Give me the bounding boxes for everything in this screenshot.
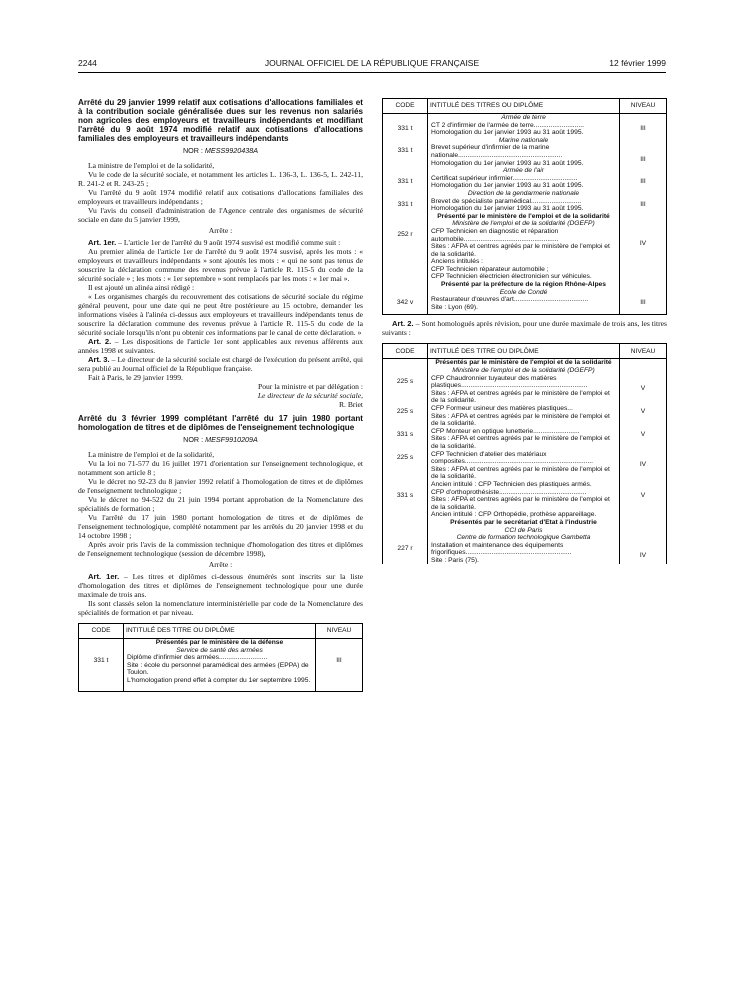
table-row: Restaurateur d'œuvres d'art........................................ Site : Lyon (69). — [428, 296, 620, 315]
code-cell: 331 t — [79, 654, 124, 692]
code-cell: 331 t — [383, 144, 428, 167]
subsection-heading: Ministère de l'emploi et de la solidarité (DGEFP) — [428, 220, 620, 228]
subsection-heading: CCI de Paris — [428, 527, 620, 535]
level-cell: III — [620, 122, 667, 137]
level-cell: III — [316, 654, 363, 692]
level-cell: IV — [620, 228, 667, 281]
table-row: Certificat supérieur infirmier................................... Homologation du 1er janvier 1993 au 31 août 1995. — [428, 175, 620, 190]
section-heading: Présentés par le ministère de l'emploi et de la solidarité — [428, 359, 620, 367]
subsection-heading: Armée de terre — [428, 114, 620, 122]
level-cell: III — [620, 144, 667, 167]
decree2-nor: NOR : MESF9910209A — [183, 435, 258, 444]
decree1-art1: Art. 1er. – L'article 1er de l'arrêté du 9 août 1974 susvisé est modifié comme suit : — [88, 238, 341, 247]
table-row: Brevet supérieur d'infirmier de la marine nationale........................................................ Homologation du 1er janvier 1993 au 31 août 1995. — [428, 144, 620, 167]
col-header-level: NIVEAU — [620, 344, 667, 359]
section-heading: Présentés par le ministère de la défense — [124, 639, 316, 647]
table-row: Brevet de spécialiste paramédical........................... Homologation du 1er janvier 1993 au 31 août 1995. — [428, 198, 620, 213]
code-cell: 225 s — [383, 451, 428, 489]
decree2-arrete: Arrête : — [208, 560, 233, 569]
decree2-p2: Vu la loi no 71-577 du 16 juillet 1971 d'orientation sur l'enseignement technologique, et notamment son article 8 ; — [78, 459, 363, 477]
journal-title: JOURNAL OFFICIEL DE LA RÉPUBLIQUE FRANÇAISE — [264, 58, 480, 68]
homologation-table-revision — [382, 343, 667, 564]
decree1-art1-p4: « Les organismes chargés du recouvrement des cotisations de sécurité sociale du régime général peuvent, pour une date qui ne peut être postérieure au 15 octobre, demander les informations visées à l'alinéa ci-dessus aux employeurs et travailleurs indépendants tenus de souscrire la déclaration commune des revenus prévue à l'article R. 115-5 du code de la sécurité sociale lorsqu'ils n'ont pu obtenir ces informations par le canal de cette déclaration. » — [78, 292, 363, 337]
level-cell: V — [620, 375, 667, 405]
level-cell: IV — [620, 542, 667, 565]
decree1-art1-p2: Au premier alinéa de l'article 1er de l'arrêté du 9 août 1974 susvisé, après les mots : « employeurs et travailleurs indépendants » sont ajoutés les mots : « qui ne sont pas tenus de souscrire la déclaration commune des revenus prévue à l'article R. 115-5 du code de la sécurité sociale » ; les mots : « 1er septembre » sont remplacés par les mots : « 1er mai ». — [78, 247, 363, 283]
code-cell: 225 s — [383, 375, 428, 405]
decree2-art1: Art. 1er. – Les titres et diplômes ci-dessous énumérés sont inscrits sur la liste d'homologation des titres et diplômes de l'enseignement technologique pour une durée maximale de trois ans. — [78, 572, 363, 599]
code-cell: 331 s — [383, 489, 428, 519]
col-header-title: INTITULÉ DES TITRE OU DIPLÔME — [428, 344, 620, 359]
code-cell: 331 s — [383, 428, 428, 451]
code-cell: 331 t — [383, 122, 428, 137]
subsection-heading: Service de santé des armées — [124, 647, 316, 655]
subsection-heading: Centre de formation technologique Gambetta — [428, 534, 620, 542]
decree2-title: Arrêté du 3 février 1999 complétant l'arrêté du 17 juin 1980 portant homologation de titres et de diplômes de l'enseignement technologique — [78, 414, 363, 432]
decree1-fait: Fait à Paris, le 29 janvier 1999. — [88, 373, 183, 382]
code-cell: 225 s — [383, 405, 428, 428]
homologation-table-defense — [78, 623, 363, 692]
col-header-level: NIVEAU — [316, 624, 363, 639]
table-row: CFP Chaudronnier tuyauteur des matières plastiques.................................................................... Sites : AFPA et centres agréés par le ministère de l'emploi et de la solidarité. — [428, 375, 620, 405]
col-header-code: CODE — [79, 624, 124, 639]
decree1-art3: Art. 3. – Le directeur de la sécurité sociale est chargé de l'exécution du présent arrêté, qui sera publié au Journal officiel de la République française. — [78, 355, 363, 373]
level-cell: III — [620, 175, 667, 190]
subsection-heading: Ecole de Condé — [428, 289, 620, 297]
issue-date: 12 février 1999 — [609, 58, 666, 68]
level-cell: IV — [620, 451, 667, 489]
subsection-heading: Marine nationale — [428, 137, 620, 145]
decree1-sig3: R. Briet — [338, 400, 363, 409]
table-row: CFP d'orthoprothésiste............................................... Sites : AFPA et centres agréés par le ministère de l'emploi et de la solidarité. Ancien intitulé : CFP Orthopédie, prothèse appareillage. — [428, 489, 620, 519]
decree1-p2: Vu le code de la sécurité sociale, et notamment les articles L. 136-3, L. 136-5, L. 242-11, R. 241-2 et R. 243-25 ; — [78, 170, 363, 188]
table-row: CFP Monteur en optique lunetterie......................... Sites : AFPA et centres agréés par le ministère de l'emploi et de la solidarité. — [428, 428, 620, 451]
decree1-title: Arrêté du 29 janvier 1999 relatif aux cotisations d'allocations familiales et à la contribution sociale généralisée dues sur les revenus non salariés non agricoles des employeurs et travailleurs indépendants et modifiant l'arrêté du 9 août 1974 modifié relatif aux cotisations d'allocations familiales des employeurs et travailleurs indépendants — [78, 98, 363, 143]
level-cell: III — [620, 198, 667, 213]
code-cell: 227 r — [383, 542, 428, 565]
subsection-heading: Direction de la gendarmerie nationale — [428, 190, 620, 198]
code-cell: 331 t — [383, 198, 428, 213]
level-cell: V — [620, 428, 667, 451]
decree1-sig1: Pour la ministre et par délégation : — [257, 382, 363, 391]
right-column — [382, 98, 667, 564]
subsection-heading: Armée de l'air — [428, 167, 620, 175]
table-row: CFP Technicien d'atelier des matériaux composites..................................................................... Sites : AFPA et centres agréés par le ministère de l'emploi et de la solidarité. Ancien intitulé : CFP Technicien des plastiques armés. — [428, 451, 620, 489]
table-row: Diplôme d'infirmier des armées.......................... Site : école du personnel paramédical des armées (EPPA) de Toulon. L'homologation prend effet à compter du 1er septembre 1995. — [124, 654, 316, 692]
homologation-table-continued — [382, 98, 667, 315]
left-column — [78, 98, 363, 692]
section-heading: Présenté par le ministère de l'emploi et de la solidarité — [428, 213, 620, 221]
decree1-p3: Vu l'arrêté du 9 août 1974 modifié relatif aux cotisations d'allocations familiales des employeurs et travailleurs indépendants ; — [78, 188, 363, 206]
table-row: CFP Formeur usineur des matières plastiques... Sites : AFPA et centres agréés par le ministère de l'emploi et de la solidarité. — [428, 405, 620, 428]
header-rule — [78, 72, 666, 73]
decree1-p4: Vu l'avis du conseil d'administration de l'Agence centrale des organismes de sécurité sociale en date du 5 janvier 1999, — [78, 206, 363, 224]
table-row: CFP Technicien en diagnostic et réparation automobile................................................... Sites : AFPA et centres agréés par le ministère de l'emploi et de la solidarité. Anciens intitulés : CFP Technicien réparateur automobile ; CFP Technicien électricien électronicien sur véhicules. — [428, 228, 620, 281]
level-cell: V — [620, 405, 667, 428]
page-header — [78, 58, 666, 72]
section-heading: Présenté par la préfecture de la région Rhône-Alpes — [428, 281, 620, 289]
col-header-title: INTITULÉ DES TITRES OU DIPLÔME — [428, 99, 620, 114]
section-heading: Présentés par le secrétariat d'Etat à l'industrie — [428, 519, 620, 527]
decree2-p5: Vu l'arrêté du 17 juin 1980 portant homologation de titres et de diplômes de l'enseignement technologique, complété notamment par les arrêtés du 20 janvier 1998 et du 14 octobre 1998 ; — [78, 513, 363, 540]
level-cell: V — [620, 489, 667, 519]
decree2-p4: Vu le décret no 94-522 du 21 juin 1994 portant approbation de la Nomenclature des spécialités de formation ; — [78, 495, 363, 513]
col-header-level: NIVEAU — [620, 99, 667, 114]
code-cell: 342 v — [383, 296, 428, 315]
table-row: CT 2 d'infirmier de l'armée de terre........................... Homologation du 1er janvier 1993 au 31 août 1995. — [428, 122, 620, 137]
decree1-sig2: Le directeur de la sécurité sociale, — [257, 391, 363, 400]
table-row: Installation et maintenance des équipements frigorifiques......................................................... Site : Paris (75). — [428, 542, 620, 565]
decree1-art1-p3: Il est ajouté un alinéa ainsi rédigé : — [88, 283, 195, 292]
decree2-art2: Art. 2. – Sont homologués après révision, pour une durée maximale de trois ans, les titres suivants : — [382, 319, 667, 338]
decree1-arrete: Arrête : — [208, 226, 233, 235]
decree2-p6: Après avoir pris l'avis de la commission technique d'homologation des titres et diplômes de l'enseignement technologique (session de décembre 1998), — [78, 540, 363, 558]
col-header-code: CODE — [383, 99, 428, 114]
decree2-p1: La ministre de l'emploi et de la solidarité, — [88, 450, 215, 459]
decree1-p1: La ministre de l'emploi et de la solidarité, — [88, 161, 215, 170]
level-cell: III — [620, 296, 667, 315]
decree1-art2: Art. 2. – Les dispositions de l'article 1er sont applicables aux revenus afférents aux années 1998 et suivantes. — [78, 337, 363, 355]
code-cell: 331 t — [383, 175, 428, 190]
page-number: 2244 — [78, 58, 97, 68]
decree2-p3: Vu le décret no 92-23 du 8 janvier 1992 relatif à l'homologation de titres et de diplômes de l'enseignement technologique ; — [78, 477, 363, 495]
code-cell: 252 r — [383, 228, 428, 281]
col-header-title: INTITULÉ DES TITRE OU DIPLÔME — [124, 624, 316, 639]
col-header-code: CODE — [383, 344, 428, 359]
subsection-heading: Ministère de l'emploi et de la solidarité (DGEFP) — [428, 367, 620, 375]
decree2-art1-p2: Ils sont classés selon la nomenclature interministérielle par code de la Nomenclature des spécialités de formation et par niveau. — [78, 599, 363, 617]
decree1-nor: NOR : MESS9920438A — [182, 146, 259, 155]
